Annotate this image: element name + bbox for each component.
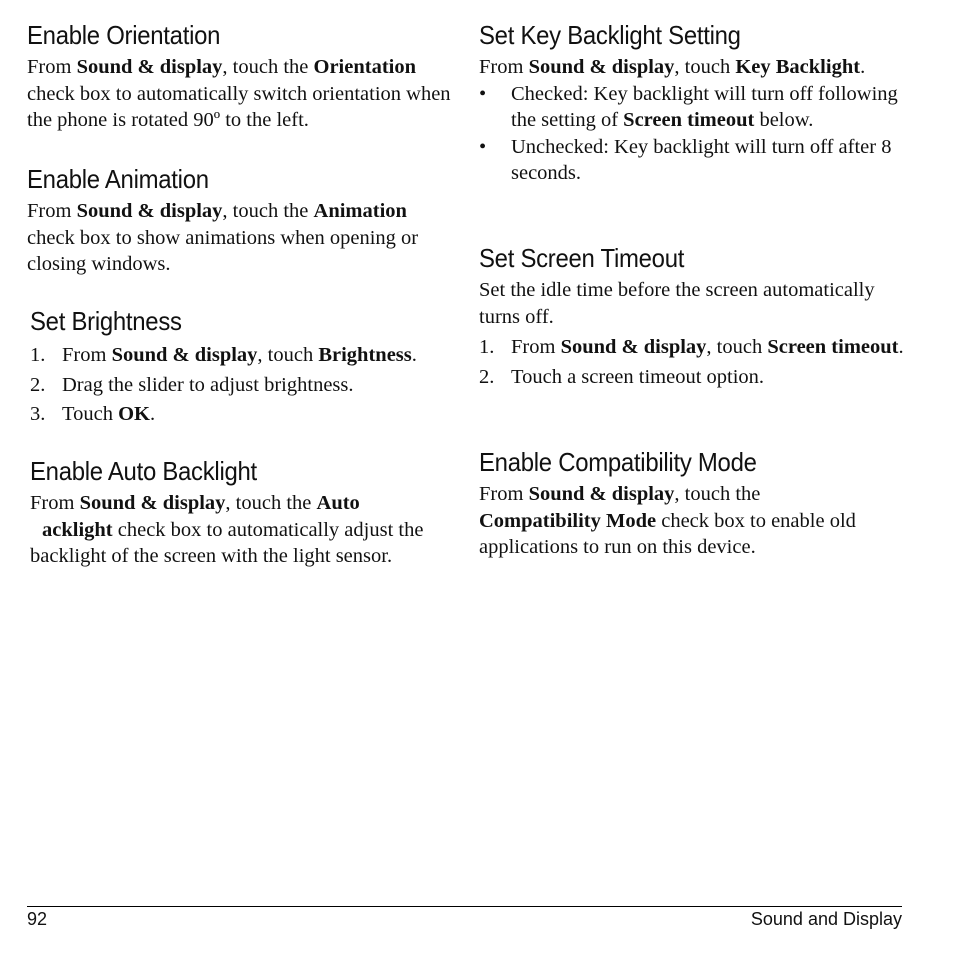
bold-key-backlight: Key Backlight: [735, 56, 861, 78]
bold-sound-display: Sound & display: [528, 56, 675, 78]
heading-enable-orientation: Enable Orientation: [27, 20, 221, 50]
key-backlight-paragraph: From Sound & display, touch Key Backlight.: [479, 56, 866, 78]
step-number: 1.: [479, 336, 495, 358]
screen-timeout-intro: Set the idle time before the screen automatically turns off.: [479, 279, 875, 328]
section-set-key-backlight: [479, 20, 904, 187]
step-number: 2.: [30, 373, 46, 396]
screen-timeout-steps: [479, 334, 904, 390]
heading-enable-compatibility-mode: Enable Compatibility Mode: [479, 447, 757, 477]
bullet-marker: •: [479, 82, 487, 105]
list-item: 2. Touch a screen timeout option.: [479, 364, 904, 391]
heading-set-screen-timeout: Set Screen Timeout: [479, 243, 685, 273]
bullet-marker: •: [479, 135, 487, 158]
section-set-brightness: [30, 306, 455, 428]
bold-auto: Auto: [316, 492, 360, 514]
heading-set-brightness: Set Brightness: [30, 306, 182, 336]
list-item: 3. Touch OK.: [30, 401, 455, 428]
section-set-screen-timeout: [479, 243, 904, 390]
page-number: 92: [27, 909, 48, 929]
brightness-steps: [30, 342, 455, 428]
bold-acklight: acklight: [42, 518, 113, 541]
list-item: 1. From Sound & display, touch Screen timeout.: [479, 334, 904, 361]
step-number: 2.: [479, 365, 495, 388]
bold-sound-display: Sound & display: [528, 483, 675, 505]
section-enable-compatibility-mode: [479, 447, 904, 561]
section-enable-animation: [27, 164, 452, 278]
list-item: • Unchecked: Key backlight will turn off after 8 seconds.: [479, 135, 892, 184]
step-number: 1.: [30, 344, 46, 366]
list-item: 1. From Sound & display, touch Brightness.: [30, 342, 455, 369]
orientation-paragraph: From Sound & display, touch the Orientation check box to automatically switch orientation when the phone is rotated 90º to the left.: [27, 56, 451, 131]
auto-backlight-paragraph: From Sound & display, touch the Auto acklight check box to automatically adjust the backlight of the screen with the light sensor.: [30, 492, 424, 567]
step-number: 3.: [30, 403, 46, 425]
list-item: • Checked: Key backlight will turn off following the setting of Screen timeout below.: [479, 82, 898, 131]
bold-sound-display: Sound & display: [79, 492, 226, 514]
bold-compatibility-mode: Compatibility Mode: [479, 509, 657, 532]
bold-animation: Animation: [313, 200, 407, 222]
section-enable-orientation: [27, 20, 452, 134]
bold-sound-display: Sound & display: [76, 200, 223, 222]
heading-enable-animation: Enable Animation: [27, 164, 209, 194]
heading-set-key-backlight: Set Key Backlight Setting: [479, 20, 741, 50]
compatibility-paragraph: From Sound & display, touch the Compatibility Mode check box to enable old applications to run on this device.: [479, 483, 856, 558]
animation-paragraph: From Sound & display, touch the Animation check box to show animations when opening or closing windows.: [27, 200, 419, 275]
bold-sound-display: Sound & display: [76, 56, 223, 78]
heading-enable-auto-backlight: Enable Auto Backlight: [30, 456, 257, 486]
bold-orientation: Orientation: [313, 56, 417, 78]
footer-divider: [27, 906, 902, 907]
list-item: 2. Drag the slider to adjust brightness.: [30, 372, 455, 399]
section-enable-auto-backlight: [30, 456, 455, 570]
key-backlight-bullets: [479, 81, 904, 187]
footer-section-title: Sound and Display: [750, 909, 902, 929]
